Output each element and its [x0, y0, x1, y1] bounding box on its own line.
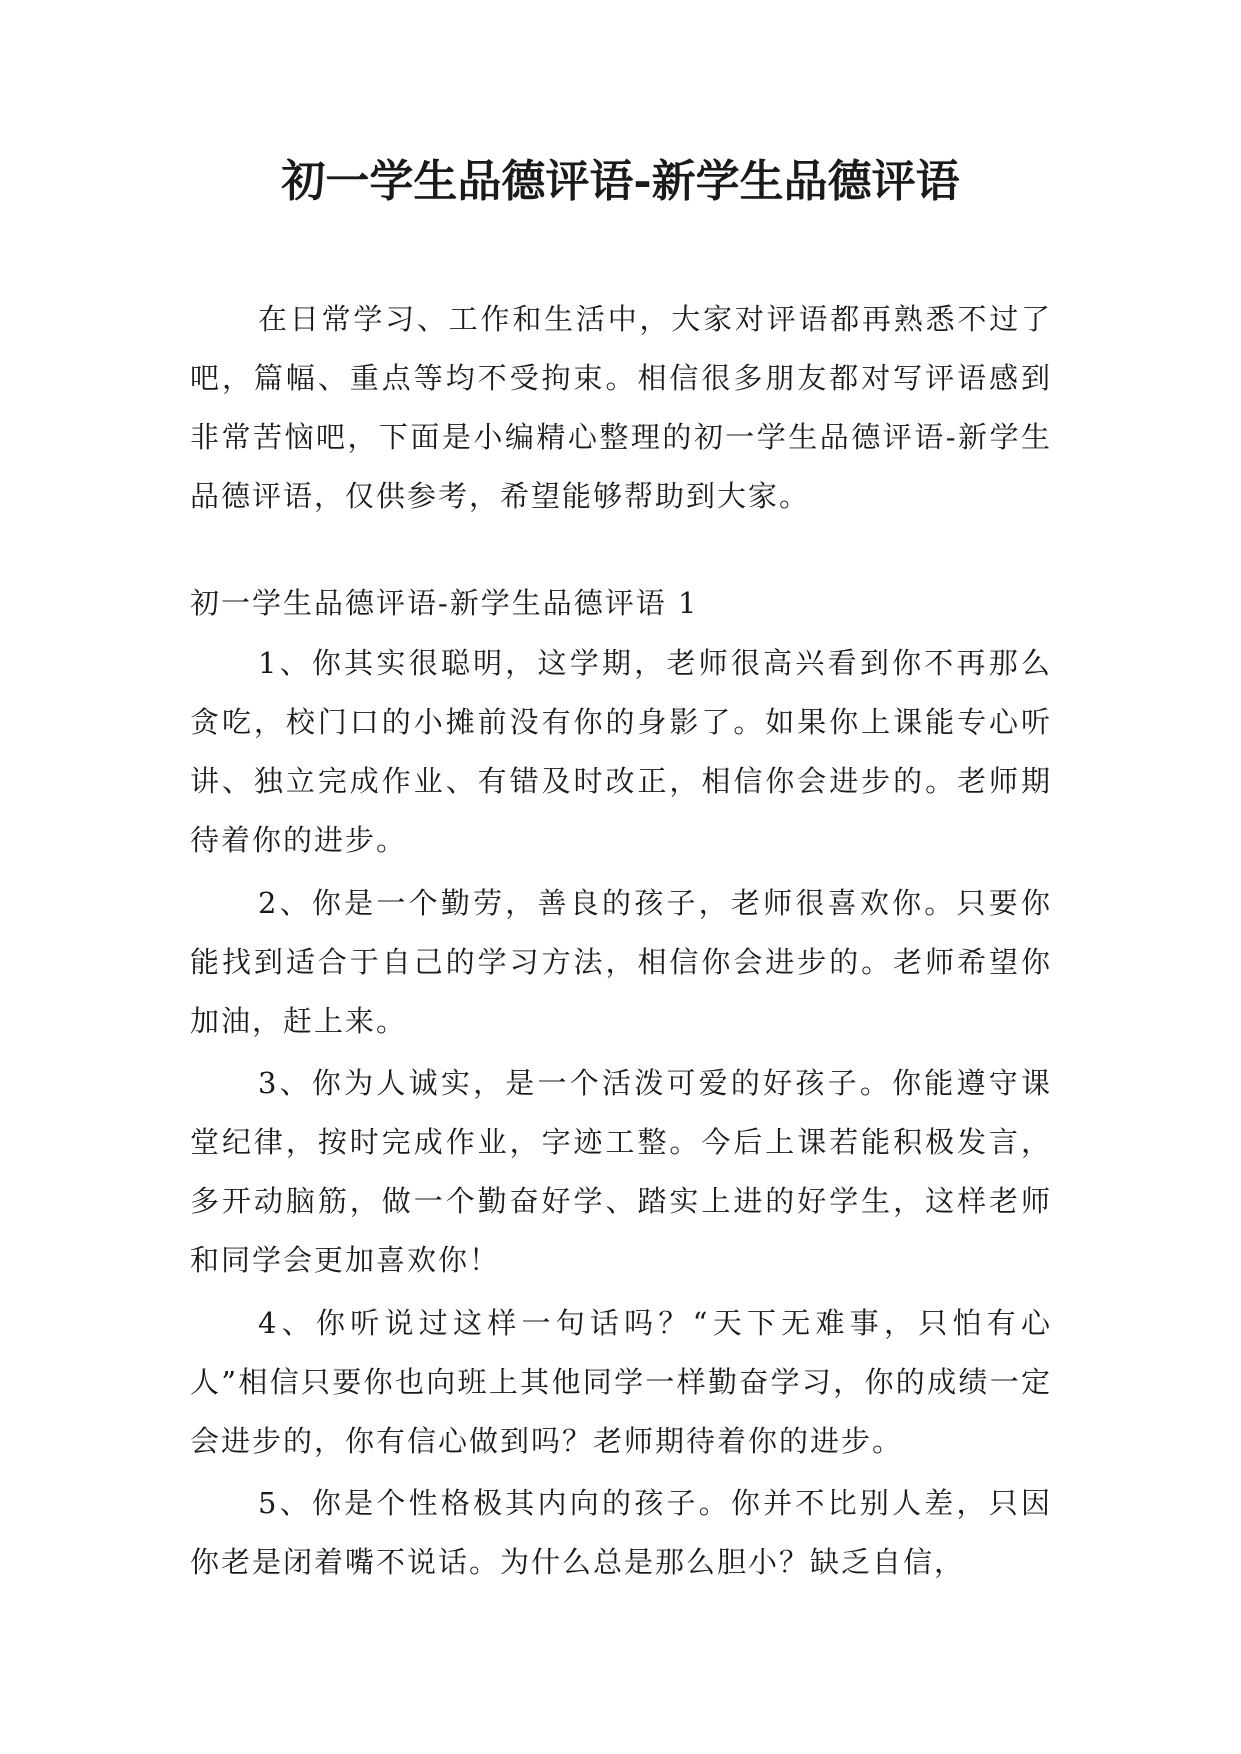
comment-paragraph-4: 4、你听说过这样一句话吗？“天下无难事，只怕有心人”相信只要你也向班上其他同学一样勤奋学习，你的成绩一定会进步的，你有信心做到吗？老师期待着你的进步。: [190, 1306, 1052, 1458]
comment-paragraph-1: 1、你其实很聪明，这学期，老师很高兴看到你不再那么贪吃，校门口的小摊前没有你的身影了。如果你上课能专心听讲、独立完成作业、有错及时改正，相信你会进步的。老师期待着你的进步。: [190, 646, 1052, 857]
comment-paragraph-5: 5、你是个性格极其内向的孩子。你并不比别人差，只因你老是闭着嘴不说话。为什么总是那么胆小？缺乏自信，: [190, 1486, 1052, 1579]
intro-paragraph: 在日常学习、工作和生活中，大家对评语都再熟悉不过了吧，篇幅、重点等均不受拘束。相信很多朋友都对写评语感到非常苦恼吧，下面是小编精心整理的初一学生品德评语-新学生品德评语，仅供参考，希望能够帮助到大家。: [190, 302, 1052, 513]
page-title: 初一学生品德评语-新学生品德评语: [281, 156, 960, 207]
comment-paragraph-3: 3、你为人诚实，是一个活泼可爱的好孩子。你能遵守课堂纪律，按时完成作业，字迹工整。今后上课若能积极发言，多开动脑筋，做一个勤奋好学、踏实上进的好学生，这样老师和同学会更加喜欢你！: [190, 1066, 1052, 1277]
section-heading: 初一学生品德评语-新学生品德评语 1: [190, 586, 699, 620]
comment-paragraph-2: 2、你是一个勤劳，善良的孩子，老师很喜欢你。只要你能找到适合于自己的学习方法，相信你会进步的。老师希望你加油，赶上来。: [190, 886, 1052, 1038]
